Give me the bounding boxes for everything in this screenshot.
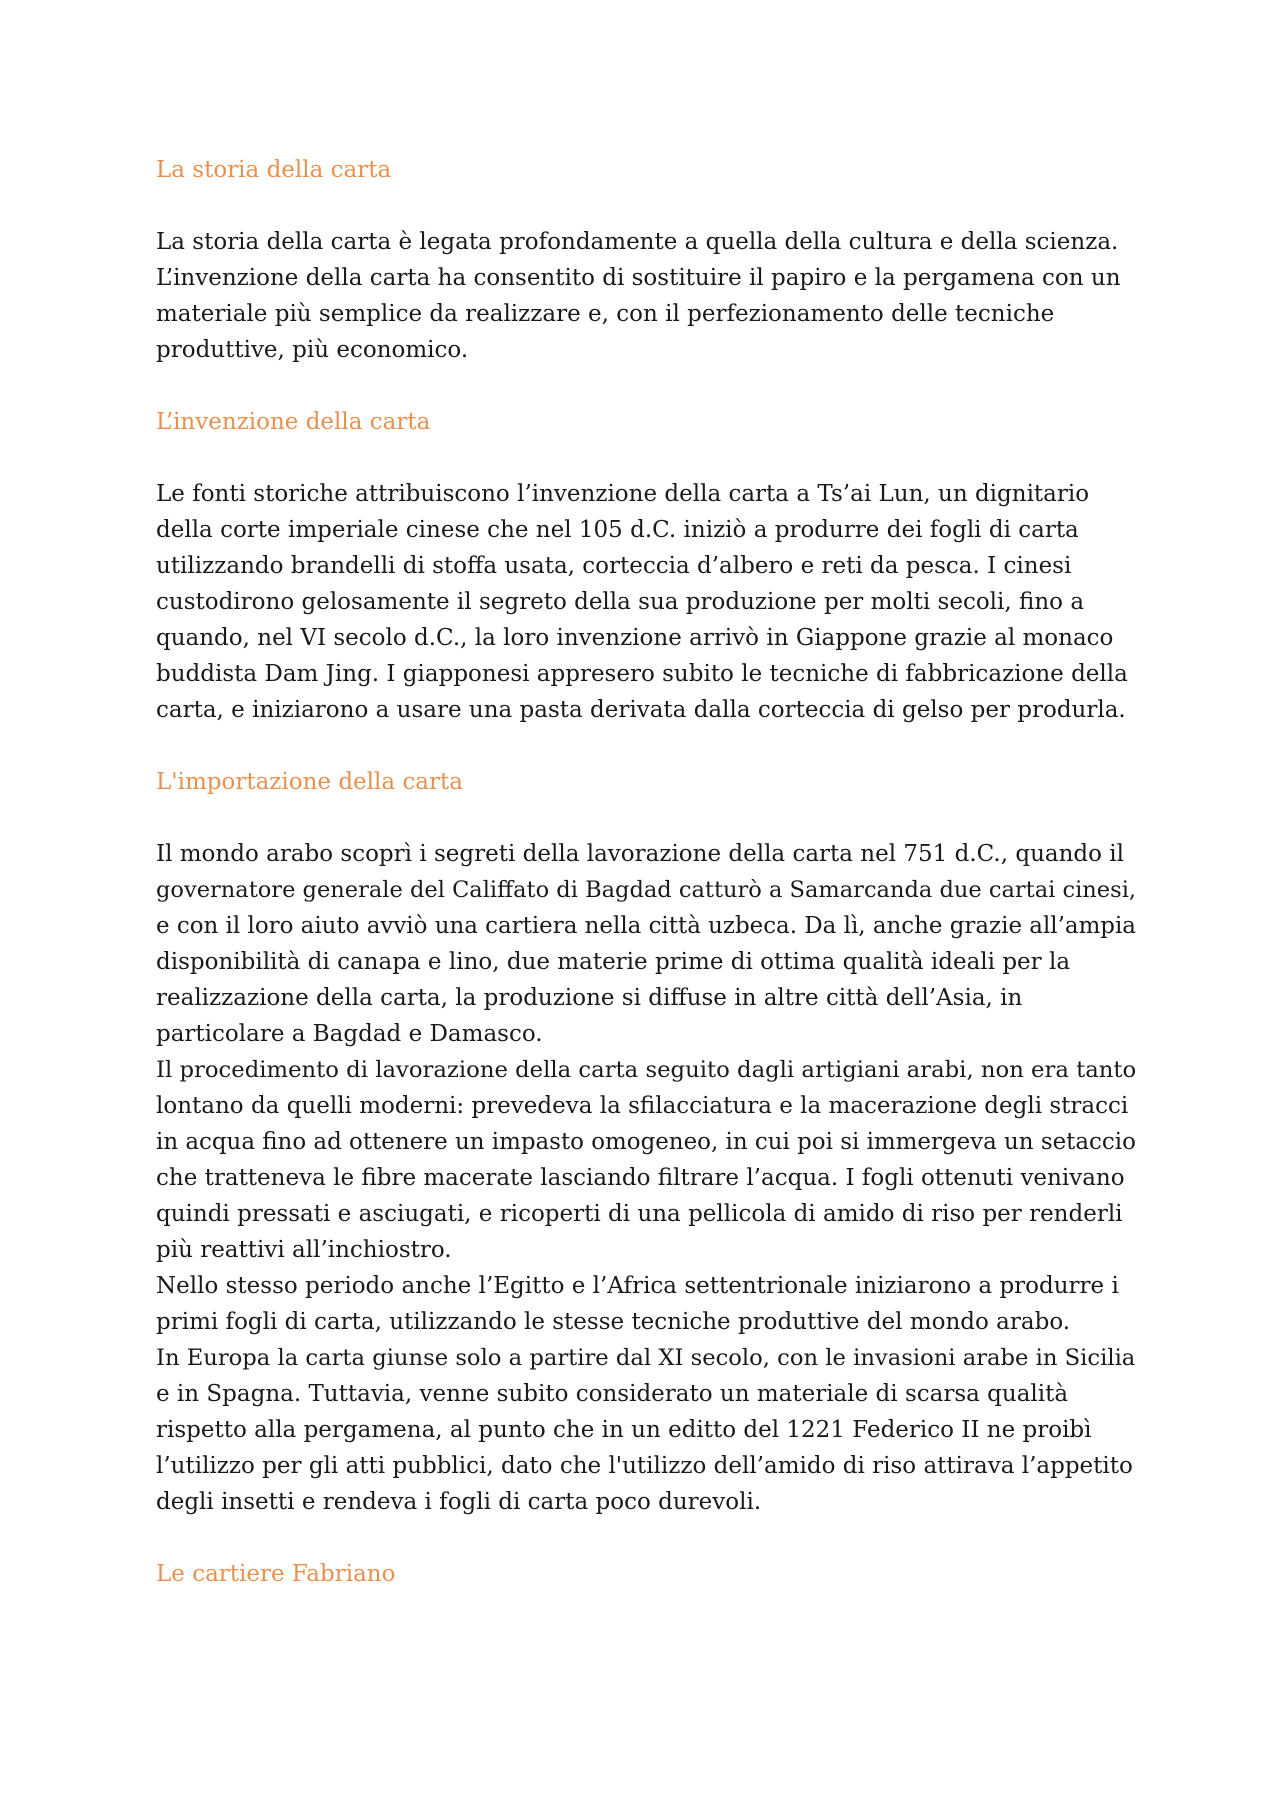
text-line: produttive, più economico.: [156, 337, 469, 363]
text-line: che tratteneva le fibre macerate lasciando filtrare l’acqua. I fogli ottenuti venivano: [156, 1165, 1125, 1191]
section-heading: La storia della carta: [156, 157, 392, 183]
document-content: [156, 152, 1136, 1628]
text-line: carta, e iniziarono a usare una pasta derivata dalla corteccia di gelso per produrla.: [156, 697, 1126, 723]
text-line: disponibilità di canapa e lino, due materie prime di ottima qualità ideali per la: [156, 949, 1071, 975]
text-line: materiale più semplice da realizzare e, con il perfezionamento delle tecniche: [156, 301, 1055, 327]
section-heading: Le cartiere Fabriano: [156, 1561, 396, 1587]
text-line: La storia della carta è legata profondamente a quella della cultura e della scienza.: [156, 229, 1119, 255]
paragraph: [156, 476, 1136, 728]
text-line: Le fonti storiche attribuiscono l’invenzione della carta a Ts’ai Lun, un dignitario: [156, 481, 1090, 507]
text-line: l’utilizzo per gli atti pubblici, dato che l'utilizzo dell’amido di riso attirava l’appetito: [156, 1453, 1133, 1479]
text-line: custodirono gelosamente il segreto della sua produzione per molti secoli, fino a: [156, 589, 1085, 615]
text-line: più reattivi all’inchiostro.: [156, 1237, 452, 1263]
text-line: e in Spagna. Tuttavia, venne subito considerato un materiale di scarsa qualità: [156, 1381, 1069, 1407]
text-line: degli insetti e rendeva i fogli di carta poco durevoli.: [156, 1489, 762, 1515]
text-line: primi fogli di carta, utilizzando le stesse tecniche produttive del mondo arabo.: [156, 1309, 1071, 1335]
text-line: Nello stesso periodo anche l’Egitto e l’Africa settentrionale iniziarono a produrre i: [156, 1273, 1119, 1299]
text-line: della corte imperiale cinese che nel 105 d.C. iniziò a produrre dei fogli di carta: [156, 517, 1079, 543]
text-line: in acqua fino ad ottenere un impasto omogeneo, in cui poi si immergeva un setaccio: [156, 1129, 1136, 1155]
text-line: quando, nel VI secolo d.C., la loro invenzione arrivò in Giappone grazie al monaco: [156, 625, 1114, 651]
text-line: e con il loro aiuto avviò una cartiera nella città uzbeca. Da lì, anche grazie all’ampia: [156, 913, 1136, 939]
text-line: In Europa la carta giunse solo a partire dal XI secolo, con le invasioni arabe in Sicilia: [156, 1345, 1136, 1371]
section-heading: L’invenzione della carta: [156, 409, 431, 435]
text-line: L’invenzione della carta ha consentito di sostituire il papiro e la pergamena con un: [156, 265, 1121, 291]
text-line: buddista Dam Jing. I giapponesi appresero subito le tecniche di fabbricazione della: [156, 661, 1128, 687]
paragraph: [156, 224, 1136, 368]
text-line: rispetto alla pergamena, al punto che in un editto del 1221 Federico II ne proibì: [156, 1417, 1092, 1443]
section-heading: L'importazione della carta: [156, 769, 463, 795]
text-line: lontano da quelli moderni: prevedeva la sfilacciatura e la macerazione degli stracci: [156, 1093, 1129, 1119]
text-line: realizzazione della carta, la produzione si diffuse in altre città dell’Asia, in: [156, 985, 1023, 1011]
text-line: quindi pressati e asciugati, e ricoperti di una pellicola di amido di riso per renderli: [156, 1201, 1123, 1227]
text-line: particolare a Bagdad e Damasco.: [156, 1021, 543, 1047]
text-line: governatore generale del Califfato di Bagdad catturò a Samarcanda due cartai cinesi,: [156, 877, 1137, 903]
text-line: Il mondo arabo scoprì i segreti della lavorazione della carta nel 751 d.C., quando il: [156, 841, 1125, 867]
text-line: utilizzando brandelli di stoffa usata, corteccia d’albero e reti da pesca. I cinesi: [156, 553, 1072, 579]
text-line: Il procedimento di lavorazione della carta seguito dagli artigiani arabi, non era tanto: [156, 1057, 1137, 1083]
paragraph: [156, 836, 1136, 1520]
